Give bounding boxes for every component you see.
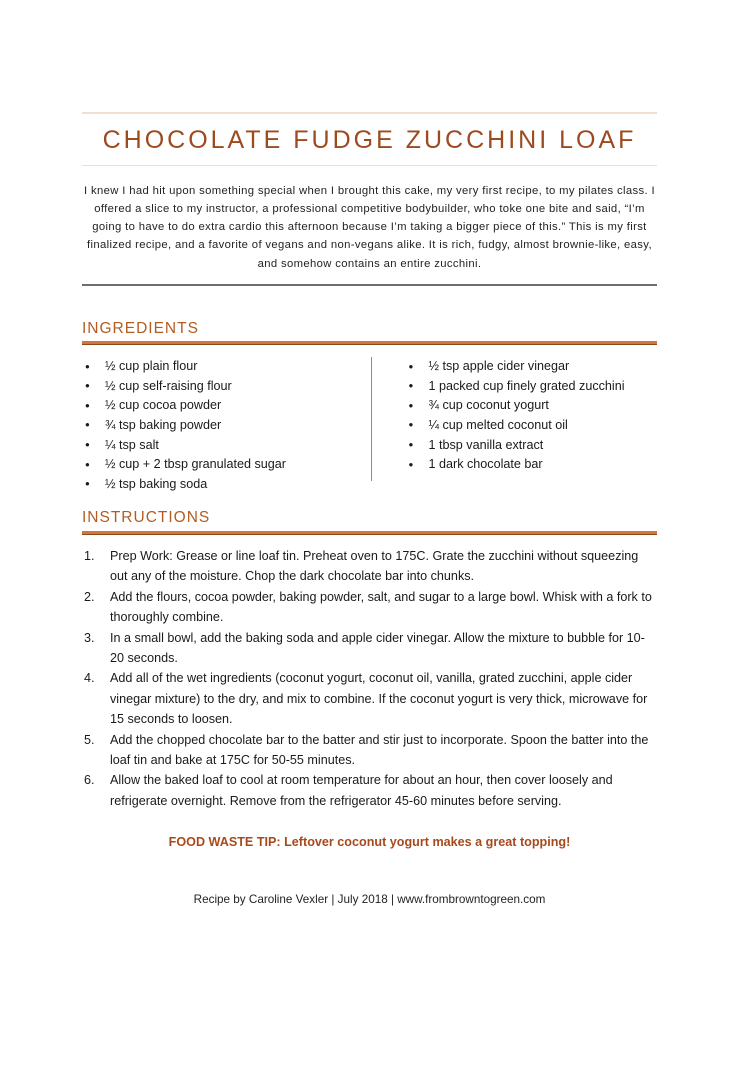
- list-item: ● 1 packed cup finely grated zucchini: [406, 377, 658, 397]
- list-item: In a small bowl, add the baking soda and apple cider vinegar. Allow the mixture to bubble for 10-20 seconds.: [110, 630, 645, 665]
- list-item: ● ¾ cup coconut yogurt: [406, 396, 658, 416]
- list-item: Add the chopped chocolate bar to the batter and stir just to incorporate. Spoon the batter into the loaf tin and bake at 175C for 50-55 minutes.: [110, 732, 649, 767]
- list-item: Prep Work: Grease or line loaf tin. Preheat oven to 175C. Grate the zucchini without squeezing out any of the moisture. Chop the dark chocolate bar into chunks.: [110, 548, 639, 584]
- instructions-section: [82, 494, 657, 811]
- ingredients-section: [82, 286, 657, 495]
- ingredients-list-right: [406, 357, 658, 475]
- list-item: ● ½ tsp apple cider vinegar: [406, 357, 658, 377]
- list-item: ● ¼ cup melted coconut oil: [406, 416, 658, 436]
- list-item: ● ½ cup self-raising flour: [82, 377, 352, 397]
- list-item: ● ¾ tsp baking powder: [82, 416, 352, 436]
- instructions-heading: INSTRUCTIONS: [82, 509, 211, 527]
- ingredients-list-left: [82, 357, 352, 494]
- ingredients-right-column: [370, 357, 658, 494]
- food-waste-tip: FOOD WASTE TIP: Leftover coconut yogurt makes a great topping!: [168, 835, 571, 850]
- list-item: Add the flours, cocoa powder, baking powder, salt, and sugar to a large bowl. Whisk with a fork to thoroughly combine.: [110, 589, 652, 625]
- page-title: CHOCOLATE FUDGE ZUCCHINI LOAF: [102, 126, 637, 154]
- list-item: Add all of the wet ingredients (coconut yogurt, coconut oil, vanilla, grated zucchini, apple cider vinegar mixture) to the dry, and mix to combine. If the coconut yogurt is very thick, microwave for 15 seconds to loosen.: [110, 671, 648, 727]
- list-item: ● ½ cup plain flour: [82, 357, 352, 377]
- ingredients-heading: INGREDIENTS: [82, 319, 199, 337]
- list-item: ● 1 dark chocolate bar: [406, 455, 658, 475]
- list-item: ● ¼ tsp salt: [82, 436, 352, 456]
- list-item: ● ½ cup cocoa powder: [82, 396, 352, 416]
- list-item: Allow the baked loaf to cool at room temperature for about an hour, then cover loosely and refrigerate overnight. Remove from the refrigerator 45-60 minutes before serving.: [110, 773, 613, 808]
- intro-paragraph: I knew I had hit upon something special when I brought this cake, my very first recipe, to my pilates class. I offered a slice to my instructor, a professional competitive bodybuilder, who toke one bite and said, “I’m going to have to do extra cardio this afternoon because I’m taking a bigger piece of this.” This is my first finalized recipe, and a favorite of vegans and non-vegans alike. It is rich, fudgy, almost brownie-like, easy, and somehow contains an entire zucchini.: [84, 184, 655, 270]
- ingredients-left-column: [82, 357, 370, 494]
- list-item: ● ½ cup + 2 tbsp granulated sugar: [82, 455, 352, 475]
- footer-attribution: Recipe by Caroline Vexler | July 2018 | www.frombrowntogreen.com: [193, 892, 546, 906]
- ingredients-columns: [82, 345, 657, 494]
- instructions-list: [82, 535, 657, 811]
- recipe-page: [0, 112, 739, 1068]
- list-item: ● 1 tbsp vanilla extract: [406, 436, 658, 456]
- ingredients-column-divider: [371, 357, 372, 481]
- list-item: ● ½ tsp baking soda: [82, 475, 352, 495]
